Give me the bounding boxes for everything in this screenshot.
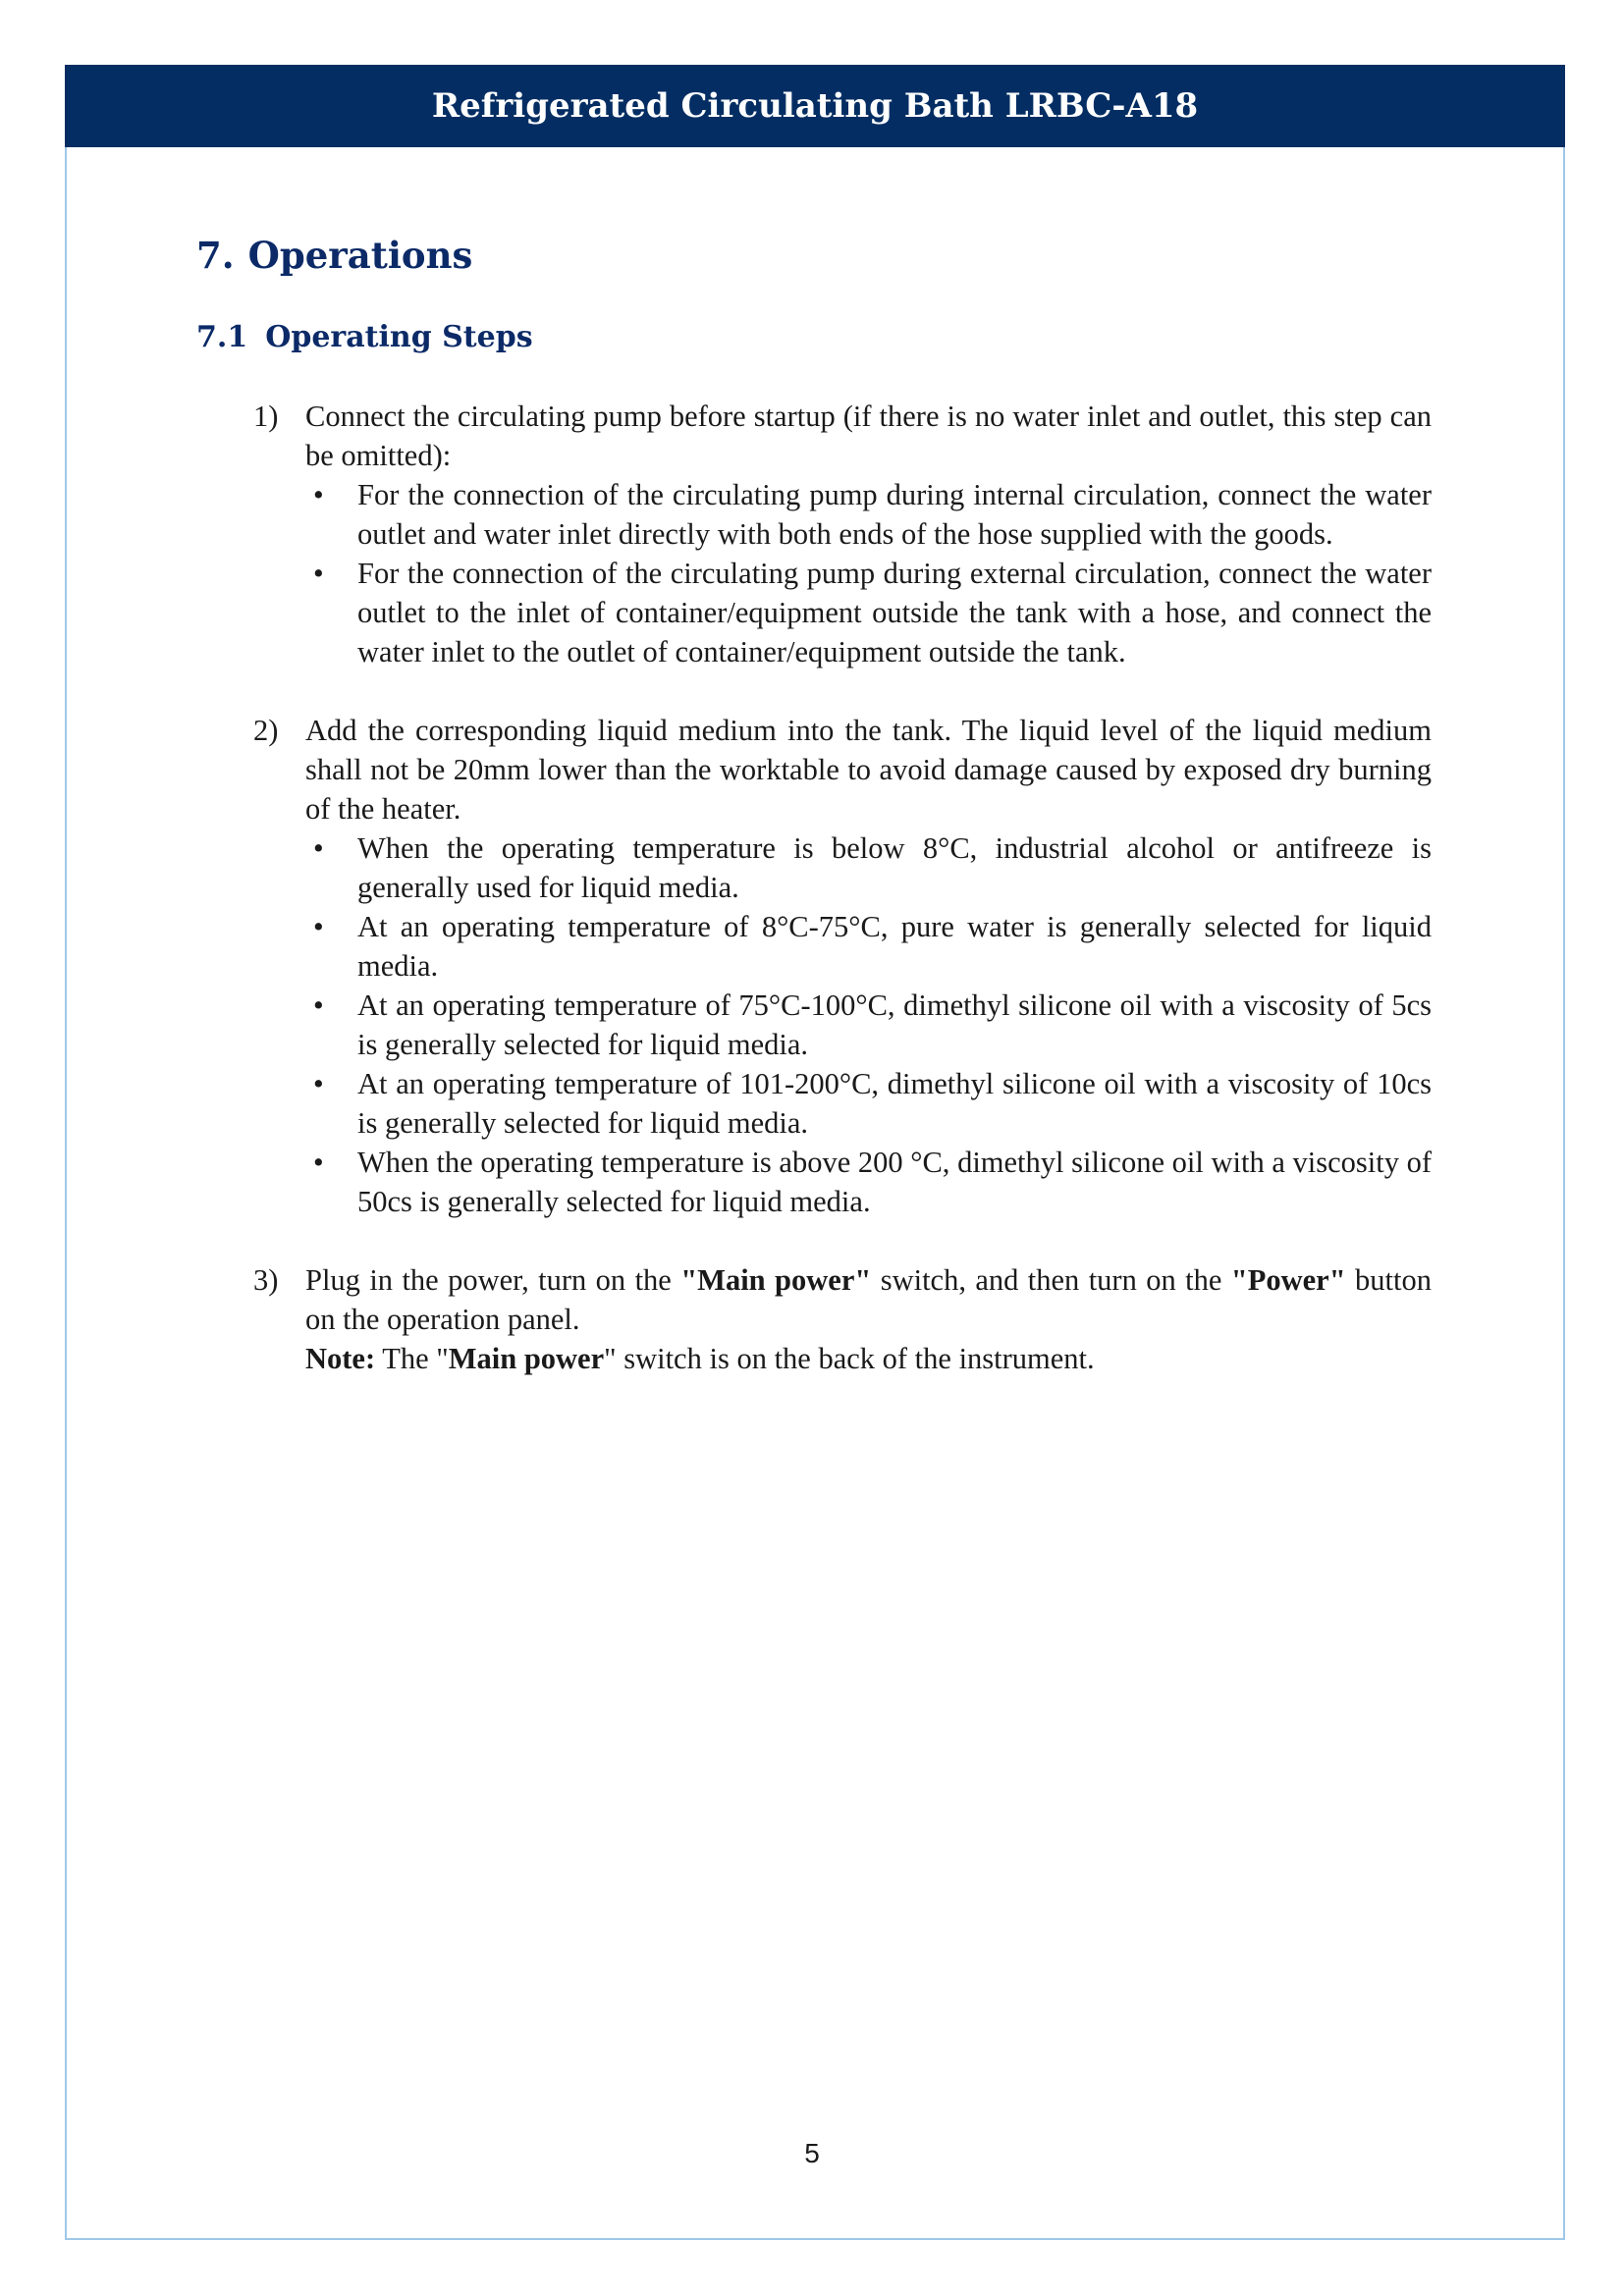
note-text-part: The " — [375, 1342, 449, 1375]
bullet-icon: • — [313, 910, 324, 943]
document-title: Refrigerated Circulating Bath LRBC-A18 — [431, 86, 1199, 126]
step-text: Connect the circulating pump before startup (if there is no water inlet and outlet, this step can be omitted): — [305, 400, 1432, 472]
bullet-text: For the connection of the circulating pump during external circulation, connect the water outlet to the inlet of container/equipment outside the tank with a hose, and connect the water inlet to the outlet of container/equipment outside the tank. — [357, 557, 1432, 668]
step-text-part: switch, and then turn on the — [871, 1263, 1231, 1297]
step-text-part: button on the operation panel. — [305, 1263, 1433, 1336]
step-text-part: Plug in the power, turn on the — [305, 1263, 681, 1297]
bullet-item — [305, 828, 1432, 907]
subsection-title: Operating Steps — [265, 320, 533, 354]
page-number: 5 — [804, 2138, 820, 2168]
bullet-text: At an operating temperature of 101-200°C, dimethyl silicone oil with a viscosity of 10cs is generally selected for liquid media. — [357, 1067, 1432, 1140]
bullet-text: When the operating temperature is above 200 °C, dimethyl silicone oil with a viscosity of 50cs is generally selected for liquid media. — [357, 1146, 1432, 1218]
section-heading — [196, 234, 472, 277]
power-button-label: "Power" — [1230, 1263, 1346, 1297]
document-header — [65, 65, 1565, 147]
note-bold-text: Main power — [448, 1342, 605, 1375]
bullet-icon: • — [313, 478, 324, 511]
bullet-item — [305, 1143, 1432, 1221]
bullet-text: At an operating temperature of 75°C-100°C, dimethyl silicone oil with a viscosity of 5cs is generally selected for liquid media. — [357, 988, 1432, 1061]
step-text: Add the corresponding liquid medium into the tank. The liquid level of the liquid medium shall not be 20mm lower than the worktable to avoid damage caused by exposed dry burning of the heater. — [305, 714, 1432, 826]
bullet-item — [305, 907, 1432, 986]
bullet-item — [305, 986, 1432, 1064]
operating-steps-list — [253, 397, 1432, 1417]
step-number: 2) — [253, 714, 279, 747]
step-1 — [253, 397, 1432, 671]
bullet-text: At an operating temperature of 8°C-75°C, pure water is generally selected for liquid media. — [357, 910, 1432, 983]
bullet-text: For the connection of the circulating pump during internal circulation, connect the water outlet and water inlet directly with both ends of the hose supplied with the goods. — [357, 478, 1432, 551]
section-title: Operations — [247, 234, 473, 277]
note — [305, 1339, 1432, 1378]
step-2 — [253, 711, 1432, 1221]
bullet-icon: • — [313, 988, 324, 1022]
note-text-part: " switch is on the back of the instrument. — [604, 1342, 1095, 1375]
bullet-item — [305, 1064, 1432, 1143]
section-number: 7. — [196, 234, 235, 277]
bullet-list — [305, 828, 1432, 1221]
step-number: 1) — [253, 400, 279, 433]
bullet-icon: • — [313, 1146, 324, 1179]
main-power-label: "Main power" — [680, 1263, 872, 1297]
step-text — [305, 1260, 1432, 1339]
bullet-item — [305, 475, 1432, 554]
step-number: 3) — [253, 1263, 279, 1297]
bullet-icon: • — [313, 1067, 324, 1100]
subsection-number: 7.1 — [196, 320, 248, 354]
note-label: Note: — [305, 1342, 376, 1375]
bullet-list — [305, 475, 1432, 671]
bullet-item — [305, 554, 1432, 671]
bullet-text: When the operating temperature is below 8°C, industrial alcohol or antifreeze is generally used for liquid media. — [357, 831, 1432, 904]
subsection-heading — [196, 320, 533, 354]
bullet-icon: • — [313, 831, 324, 865]
bullet-icon: • — [313, 557, 324, 590]
step-3 — [253, 1260, 1432, 1378]
